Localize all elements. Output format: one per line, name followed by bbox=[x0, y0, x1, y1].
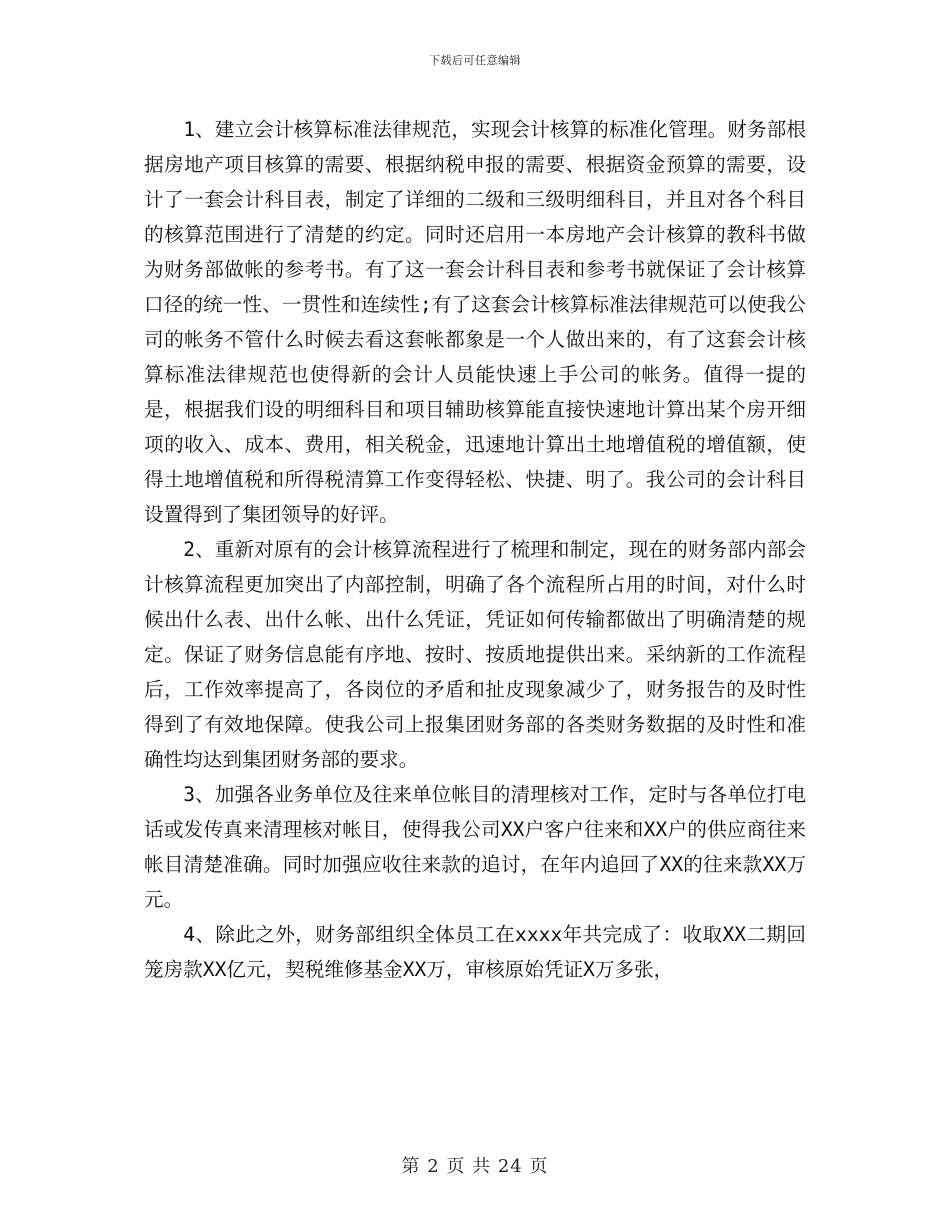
page-header: 下载后可任意编辑 bbox=[429, 54, 521, 67]
paragraph-1: 1、建立会计核算标准法律规范，实现会计核算的标准化管理。财务部根据房地产项目核算的需要、根据纳税申报的需要、根据资金预算的需要，设计了一套会计科目表，制定了详细的二级和三级明细科目，并且对各个科目的核算范围进行了清楚的约定。同时还启用一本房地产会计核算的教科书做为财务部做帐的参考书。有了这一套会计科目表和参考书就保证了会计核算口径的统一性、一贯性和连续性;有了这套会计核算标准法律规范可以使我公司的帐务不管什么时候去看这套帐都象是一个人做出来的，有了这套会计核算标准法律规范也使得新的会计人员能快速上手公司的帐务。值得一提的是，根据我们设的明细科目和项目辅助核算能直接快速地计算出某个房开细项的收入、成本、费用，相关税金，迅速地计算出土地增值税的增值额，使得土地增值税和所得税清算工作变得轻松、快捷、明了。我公司的会计科目设置得到了集团领导的好评。 bbox=[144, 118, 806, 526]
document-body bbox=[144, 112, 806, 987]
paragraph-4: 4、除此之外，财务部组织全体员工在xxxx年共完成了：收取XX二期回笼房款XX亿元，契税维修基金XX万，审核原始凭证X万多张， bbox=[144, 923, 806, 981]
page-footer: 第 2 页 共 24 页 bbox=[401, 1156, 549, 1177]
paragraph-2: 2、重新对原有的会计核算流程进行了梳理和制定，现在的财务部内部会计核算流程更加突出了内部控制，明确了各个流程所占用的时间，对什么时候出什么表、出什么帐、出什么凭证，凭证如何传输都做出了明确清楚的规定。保证了财务信息能有序地、按时、按质地提供出来。采纳新的工作流程后，工作效率提高了，各岗位的矛盾和扯皮现象减少了，财务报告的及时性得到了有效地保障。使我公司上报集团财务部的各类财务数据的及时性和准确性均达到集团财务部的要求。 bbox=[144, 538, 806, 771]
paragraph-3: 3、加强各业务单位及往来单位帐目的清理核对工作，定时与各单位打电话或发传真来清理核对帐目，使得我公司XX户客户往来和XX户的供应商往来帐目清楚准确。同时加强应收往来款的追讨，在年内追回了XX的往来款XX万元。 bbox=[144, 783, 806, 911]
